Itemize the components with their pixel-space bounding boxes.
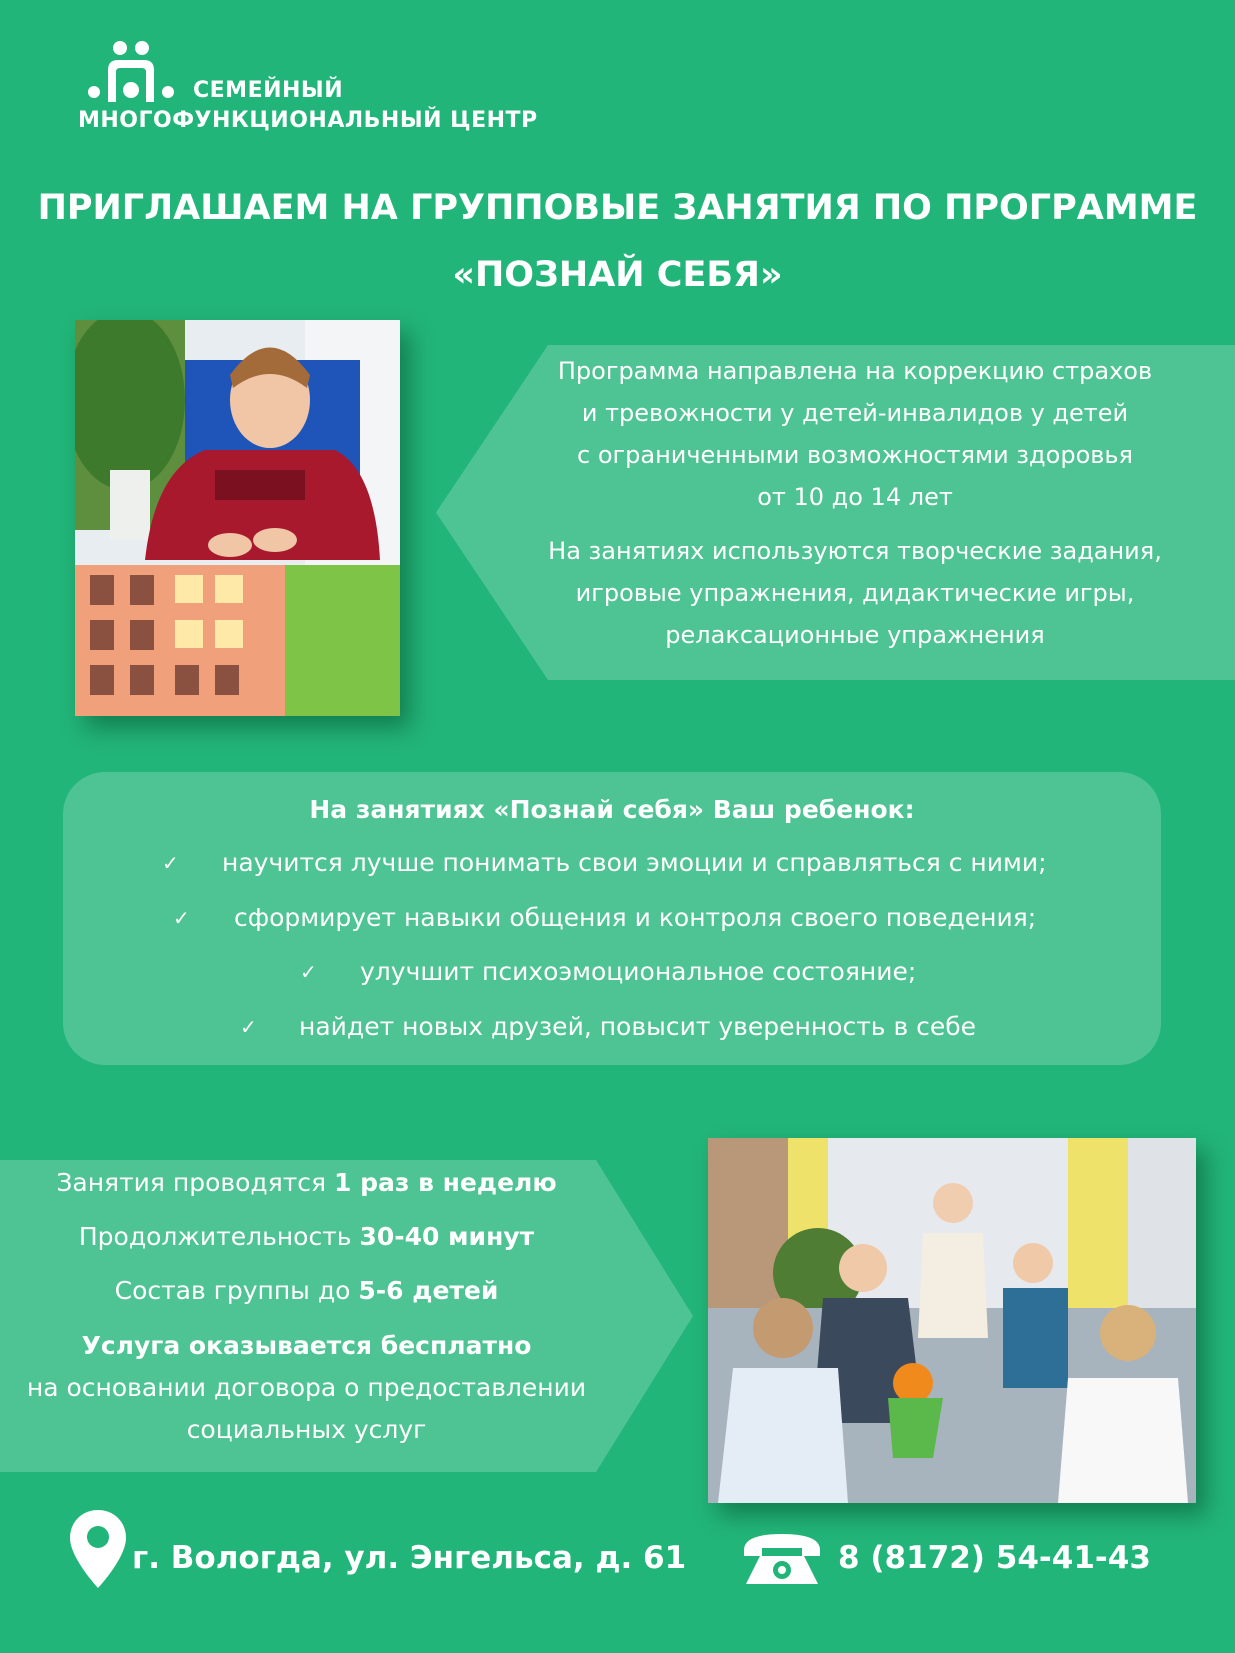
logo-line-1: СЕМЕЙНЫЙ <box>193 78 344 103</box>
phone-icon <box>740 1530 824 1588</box>
check-icon: ✓ <box>162 851 179 875</box>
description-line: и тревожности у детей-инвалидов у детей <box>581 399 1129 427</box>
check-icon: ✓ <box>240 1015 257 1039</box>
benefit-item: научится лучше понимать свои эмоции и справляться с ними; <box>222 848 1047 877</box>
logo-line-2: МНОГОФУНКЦИОНАЛЬНЫЙ ЦЕНТР <box>78 108 538 133</box>
description-line: от 10 до 14 лет <box>757 483 953 511</box>
group-size-line <box>0 1276 613 1305</box>
photo-boy-playing-game <box>75 320 400 716</box>
activities-description <box>520 530 1190 656</box>
program-description <box>520 350 1190 518</box>
program-name: «ПОЗНАЙ СЕБЯ» <box>452 255 783 295</box>
check-icon: ✓ <box>300 960 317 984</box>
description-line: Программа направлена на коррекцию страхов <box>557 357 1153 385</box>
benefit-item: сформирует навыки общения и контроля своего поведения; <box>234 903 1037 932</box>
frequency-line <box>0 1168 613 1197</box>
frequency-value: 1 раз в неделю <box>334 1168 557 1197</box>
check-icon: ✓ <box>173 906 190 930</box>
benefit-item: улучшит психоэмоциональное состояние; <box>360 957 917 986</box>
group-size-value: 5-6 детей <box>358 1276 499 1305</box>
duration-label: Продолжительность <box>78 1222 360 1251</box>
duration-line <box>0 1222 613 1251</box>
logo <box>78 40 598 140</box>
page-title: ПРИГЛАШАЕМ НА ГРУППОВЫЕ ЗАНЯТИЯ ПО ПРОГРАММЕ <box>37 188 1198 228</box>
description-line: На занятиях используются творческие задания, <box>548 537 1162 565</box>
photo-group-session <box>708 1138 1196 1503</box>
phone-number[interactable]: 8 (8172) 54-41-43 <box>838 1540 1151 1576</box>
address: г. Вологда, ул. Энгельса, д. 61 <box>132 1540 687 1576</box>
description-line: с ограниченными возможностями здоровья <box>577 441 1133 469</box>
group-size-label: Состав группы до <box>114 1276 359 1305</box>
free-service-line: Услуга оказывается бесплатно <box>81 1331 532 1360</box>
location-pin-icon <box>68 1508 128 1590</box>
description-line: игровые упражнения, дидактические игры, <box>575 579 1135 607</box>
benefits-heading: На занятиях «Познай себя» Ваш ребенок: <box>309 795 915 824</box>
benefit-item: найдет новых друзей, повысит уверенность в себе <box>299 1012 977 1041</box>
description-line: релаксационные упражнения <box>665 621 1045 649</box>
frequency-label: Занятия проводятся <box>56 1168 335 1197</box>
duration-value: 30-40 минут <box>359 1222 535 1251</box>
family-logo-icon <box>86 40 176 104</box>
contract-basis-line: на основании договора о предоставлении <box>26 1373 587 1402</box>
contract-basis-line: социальных услуг <box>186 1415 427 1444</box>
